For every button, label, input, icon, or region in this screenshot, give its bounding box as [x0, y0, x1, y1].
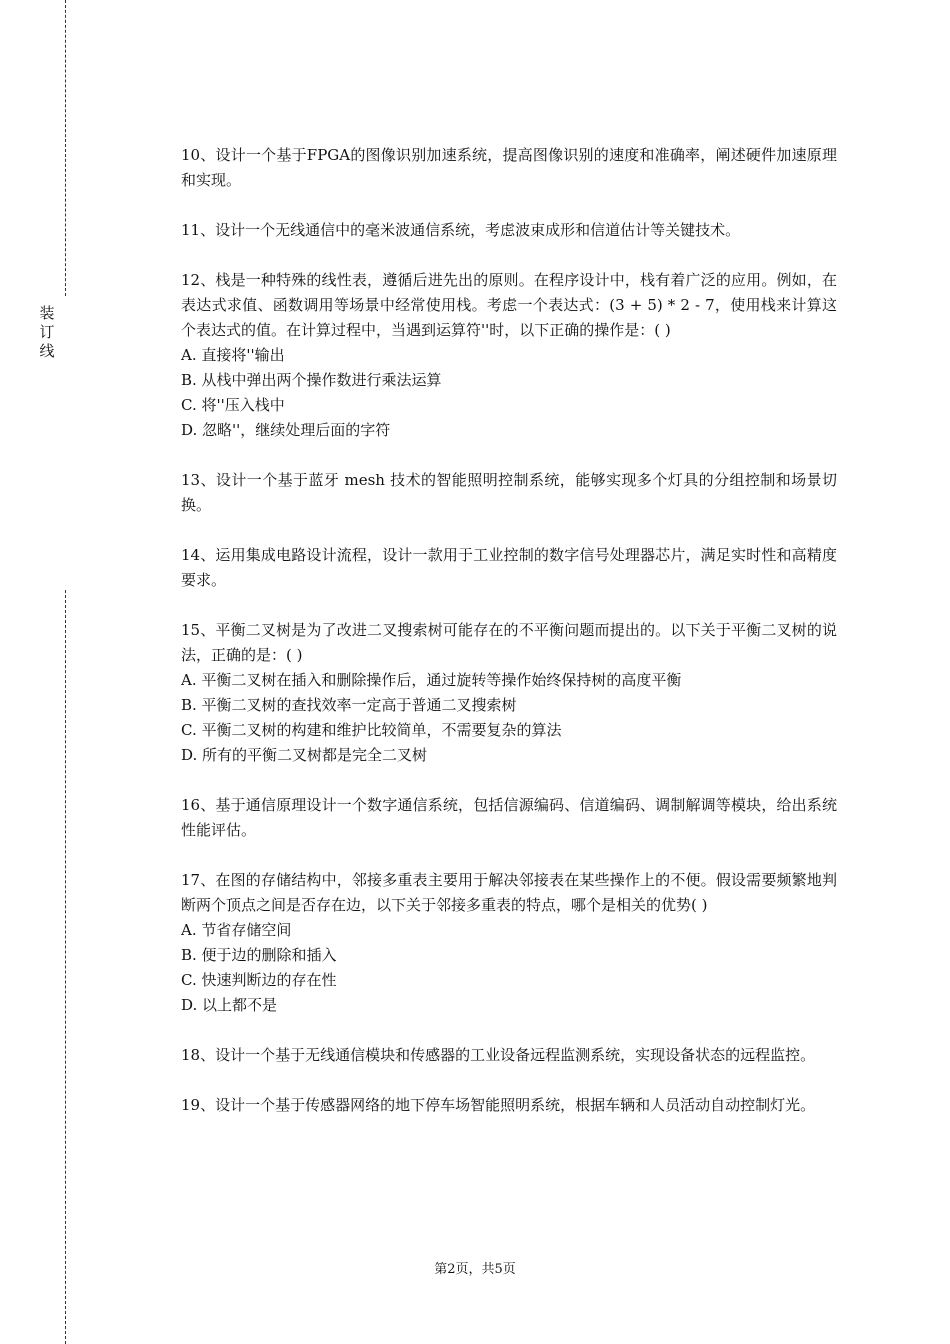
option-c: C. 平衡二叉树的构建和维护比较简单，不需要复杂的算法: [181, 721, 562, 739]
option-a: A. 平衡二叉树在插入和删除操作后，通过旋转等操作始终保持树的高度平衡: [181, 671, 682, 689]
option-c: C. 将''压入栈中: [181, 396, 285, 414]
question-text: 16、基于通信原理设计一个数字通信系统，包括信源编码、信道编码、调制解调等模块，给出系统性能评估。: [181, 796, 837, 839]
question-17: [181, 868, 837, 1018]
question-16: [181, 793, 837, 843]
option-b: B. 平衡二叉树的查找效率一定高于普通二叉搜索树: [181, 696, 517, 714]
option-d: D. 所有的平衡二叉树都是完全二叉树: [181, 746, 428, 764]
question-text: 10、设计一个基于FPGA的图像识别加速系统，提高图像识别的速度和准确率，阐述硬件加速原理和实现。: [181, 146, 837, 189]
binding-line-bottom: [65, 590, 66, 1344]
binding-char: 线: [39, 342, 55, 360]
option-d: D. 忽略''，继续处理后面的字符: [181, 421, 391, 439]
question-19: [181, 1093, 837, 1118]
question-13: [181, 468, 837, 518]
question-text: 19、设计一个基于传感器网络的地下停车场智能照明系统，根据车辆和人员活动自动控制灯光。: [181, 1096, 816, 1114]
question-text: 11、设计一个无线通信中的毫米波通信系统，考虑波束成形和信道估计等关键技术。: [181, 221, 741, 239]
binding-char: 装: [39, 304, 55, 322]
question-14: [181, 543, 837, 593]
question-12: [181, 268, 837, 443]
binding-label: [38, 304, 56, 361]
question-text: 14、运用集成电路设计流程，设计一款用于工业控制的数字信号处理器芯片，满足实时性和高精度要求。: [181, 546, 837, 589]
option-b: B. 便于边的删除和插入: [181, 946, 337, 964]
question-15: [181, 618, 837, 768]
page-footer: 第2页，共5页: [434, 1262, 516, 1277]
question-text: 13、设计一个基于蓝牙 mesh 技术的智能照明控制系统，能够实现多个灯具的分组控制和场景切换。: [181, 471, 837, 514]
question-11: [181, 218, 837, 243]
question-list: [181, 143, 837, 1118]
question-text: 12、栈是一种特殊的线性表，遵循后进先出的原则。在程序设计中，栈有着广泛的应用。例如，在表达式求值、函数调用等场景中经常使用栈。考虑一个表达式：(3 + 5) * 2 - 7，使用栈来计算这个表达式的值。在计算过程中，当遇到运算符''时，以下正确的操作是：( ): [181, 271, 837, 339]
binding-char: 订: [39, 323, 55, 341]
question-text: 15、平衡二叉树是为了改进二叉搜索树可能存在的不平衡问题而提出的。以下关于平衡二叉树的说法，正确的是：( ): [181, 621, 837, 664]
option-a: A. 直接将''输出: [181, 346, 285, 364]
option-a: A. 节省存储空间: [181, 921, 292, 939]
option-c: C. 快速判断边的存在性: [181, 971, 337, 989]
option-b: B. 从栈中弹出两个操作数进行乘法运算: [181, 371, 442, 389]
question-10: [181, 143, 837, 193]
question-text: 18、设计一个基于无线通信模块和传感器的工业设备远程监测系统，实现设备状态的远程监控。: [181, 1046, 816, 1064]
question-text: 17、在图的存储结构中，邻接多重表主要用于解决邻接表在某些操作上的不便。假设需要频繁地判断两个顶点之间是否存在边，以下关于邻接多重表的特点，哪个是相关的优势( ): [181, 871, 837, 914]
binding-line-top: [65, 0, 66, 296]
option-d: D. 以上都不是: [181, 996, 278, 1014]
question-18: [181, 1043, 837, 1068]
